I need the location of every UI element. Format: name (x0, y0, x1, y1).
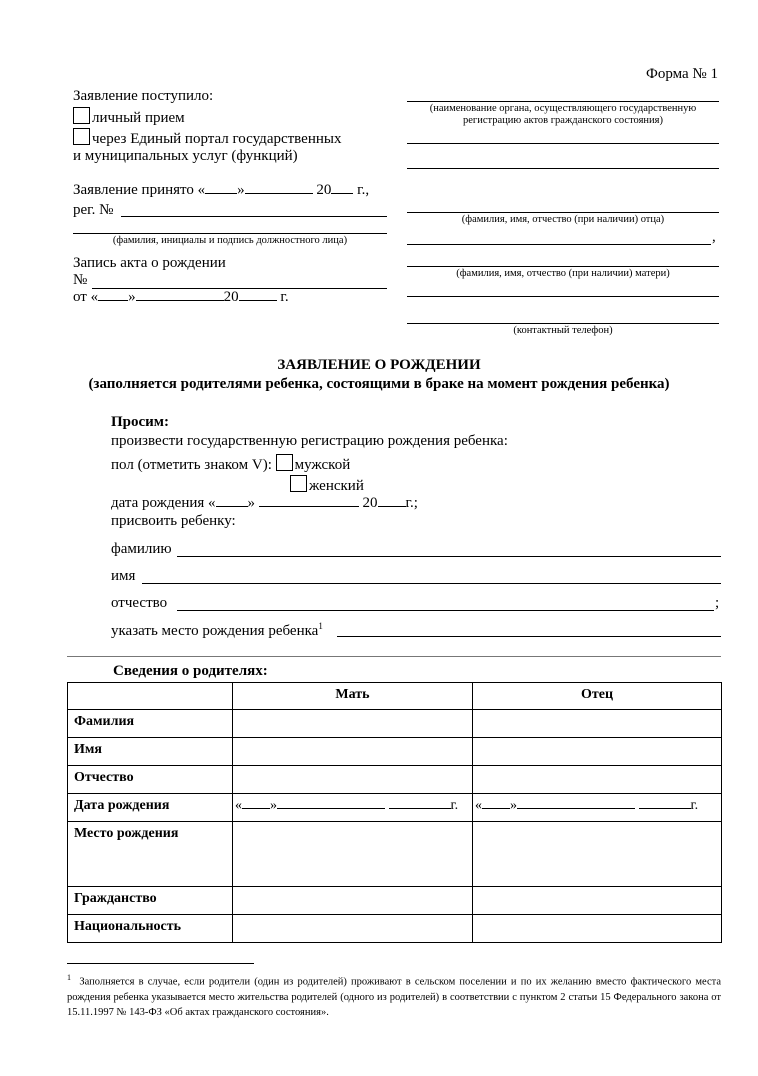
document-subtitle: (заполняется родителями ребенка, состоящими в браке на момент рождения ребенка) (88, 376, 670, 392)
accepted-day-field[interactable] (205, 193, 237, 194)
mother-patronymic-cell[interactable] (233, 766, 473, 794)
option-portal (73, 128, 387, 148)
portal-checkbox[interactable] (73, 128, 90, 145)
father-nationality-cell[interactable] (473, 915, 722, 943)
assign-label: присвоить ребенку: (111, 513, 236, 529)
header-empty (68, 683, 233, 710)
mother-birthdate-cell[interactable]: « » г. (233, 794, 473, 822)
patronymic-label: отчество (111, 595, 168, 611)
received-title: Заявление поступило: (73, 88, 214, 104)
option-portal-label-1: через Единый портал государственных (92, 131, 342, 147)
request-heading: Просим: (111, 414, 170, 430)
option-portal-label-2: и муниципальных услуг (функций) (73, 148, 298, 164)
phone-field[interactable] (407, 323, 719, 324)
footnote-separator (67, 963, 254, 964)
phone-caption: (контактный телефон) (513, 325, 613, 336)
patronymic-field[interactable] (177, 610, 714, 611)
section-divider (67, 656, 721, 657)
father-birthplace-cell[interactable] (473, 822, 722, 887)
reg-label: рег. № (73, 202, 114, 218)
mother-citizenship-cell[interactable] (233, 887, 473, 915)
father-surname-cell[interactable] (473, 710, 722, 738)
mother-name-cell[interactable] (233, 738, 473, 766)
official-signature-line[interactable] (73, 233, 387, 234)
authority-field[interactable] (407, 101, 719, 102)
footnote-mark: 1 (67, 973, 71, 982)
record-month-field[interactable] (136, 300, 224, 301)
applicant-line-2[interactable] (407, 168, 719, 169)
father-extra-line[interactable] (407, 244, 711, 245)
authority-caption: (наименование органа, осуществляющего государственную регистрацию актов гражданского состояния) (429, 103, 697, 126)
father-caption: (фамилия, имя, отчество (при наличии) отца) (461, 214, 665, 225)
name-label: имя (111, 568, 136, 584)
parents-heading: Сведения о родителях: (113, 663, 268, 679)
birth-date-row: дата рождения « » 20 г.; (111, 495, 418, 511)
name-field[interactable] (142, 583, 721, 584)
official-caption: (фамилия, инициалы и подпись должностного лица) (112, 235, 348, 246)
father-comma: , (712, 229, 716, 245)
sex-row (111, 454, 350, 474)
col-father: Отец (473, 683, 722, 710)
row-label-name: Имя (68, 738, 233, 766)
birthplace-field[interactable] (337, 636, 721, 637)
row-label-nationality: Национальность (68, 915, 233, 943)
col-mother: Мать (233, 683, 473, 710)
record-no-label: № (73, 272, 88, 288)
accepted-year-field[interactable] (331, 193, 353, 194)
female-row (290, 475, 364, 495)
father-citizenship-cell[interactable] (473, 887, 722, 915)
row-label-birthdate: Дата рождения (68, 794, 233, 822)
mother-name-field[interactable] (407, 266, 719, 267)
female-label: женский (309, 478, 364, 494)
form-number: Форма № 1 (646, 66, 718, 82)
mother-birthplace-cell[interactable] (233, 822, 473, 887)
mother-surname-cell[interactable] (233, 710, 473, 738)
footnote (67, 970, 721, 1020)
birth-day-field[interactable] (216, 506, 248, 507)
male-label: мужской (294, 457, 351, 473)
parents-table (67, 682, 722, 943)
sex-label: пол (отметить знаком V): (111, 457, 272, 473)
birthplace-label: указать место рождения ребенка$^1$ (111, 621, 323, 639)
applicant-line-1[interactable] (407, 143, 719, 144)
female-checkbox[interactable] (290, 475, 307, 492)
document-title: ЗАЯВЛЕНИЕ О РОЖДЕНИИ (277, 357, 481, 373)
patronymic-semicolon: ; (715, 595, 720, 611)
father-birthdate-cell[interactable]: « » г. (473, 794, 722, 822)
address-line-1[interactable] (407, 296, 719, 297)
male-checkbox[interactable] (276, 454, 293, 471)
surname-label: фамилию (111, 541, 172, 557)
record-day-field[interactable] (98, 300, 128, 301)
option-personal (73, 107, 185, 127)
record-date-line: от « » 20 г. (73, 289, 289, 305)
reg-number-field[interactable] (121, 216, 387, 217)
mother-nationality-cell[interactable] (233, 915, 473, 943)
row-label-birthplace: Место рождения (68, 822, 233, 887)
birth-month-field[interactable] (259, 506, 359, 507)
birth-year-field[interactable] (378, 506, 406, 507)
row-label-patronymic: Отчество (68, 766, 233, 794)
accepted-month-field[interactable] (245, 193, 313, 194)
row-label-citizenship: Гражданство (68, 887, 233, 915)
record-year-field[interactable] (239, 300, 277, 301)
accepted-line: Заявление принято « » 20 г., (73, 182, 370, 198)
father-patronymic-cell[interactable] (473, 766, 722, 794)
personal-checkbox[interactable] (73, 107, 90, 124)
request-line-1: произвести государственную регистрацию рождения ребенка: (111, 433, 508, 449)
row-label-surname: Фамилия (68, 710, 233, 738)
father-name-cell[interactable] (473, 738, 722, 766)
surname-field[interactable] (177, 556, 721, 557)
footnote-text: Заполняется в случае, если родители (один из родителей) проживают в сельском поселении и по их желанию вместо фактического места рождения ребенка указывается место жительства родителей (одного из родителей) в соответствии с пунктом 2 статьи 15 Федерального закона от 15.11.1997 № 143-ФЗ «Об актах гражданского состояния». (67, 976, 721, 1018)
birthplace-footnote-mark: 1 (318, 621, 323, 631)
father-name-field[interactable] (407, 212, 719, 213)
option-personal-label: личный прием (92, 110, 185, 126)
record-title: Запись акта о рождении (73, 255, 226, 271)
mother-caption: (фамилия, имя, отчество (при наличии) матери) (456, 268, 670, 279)
